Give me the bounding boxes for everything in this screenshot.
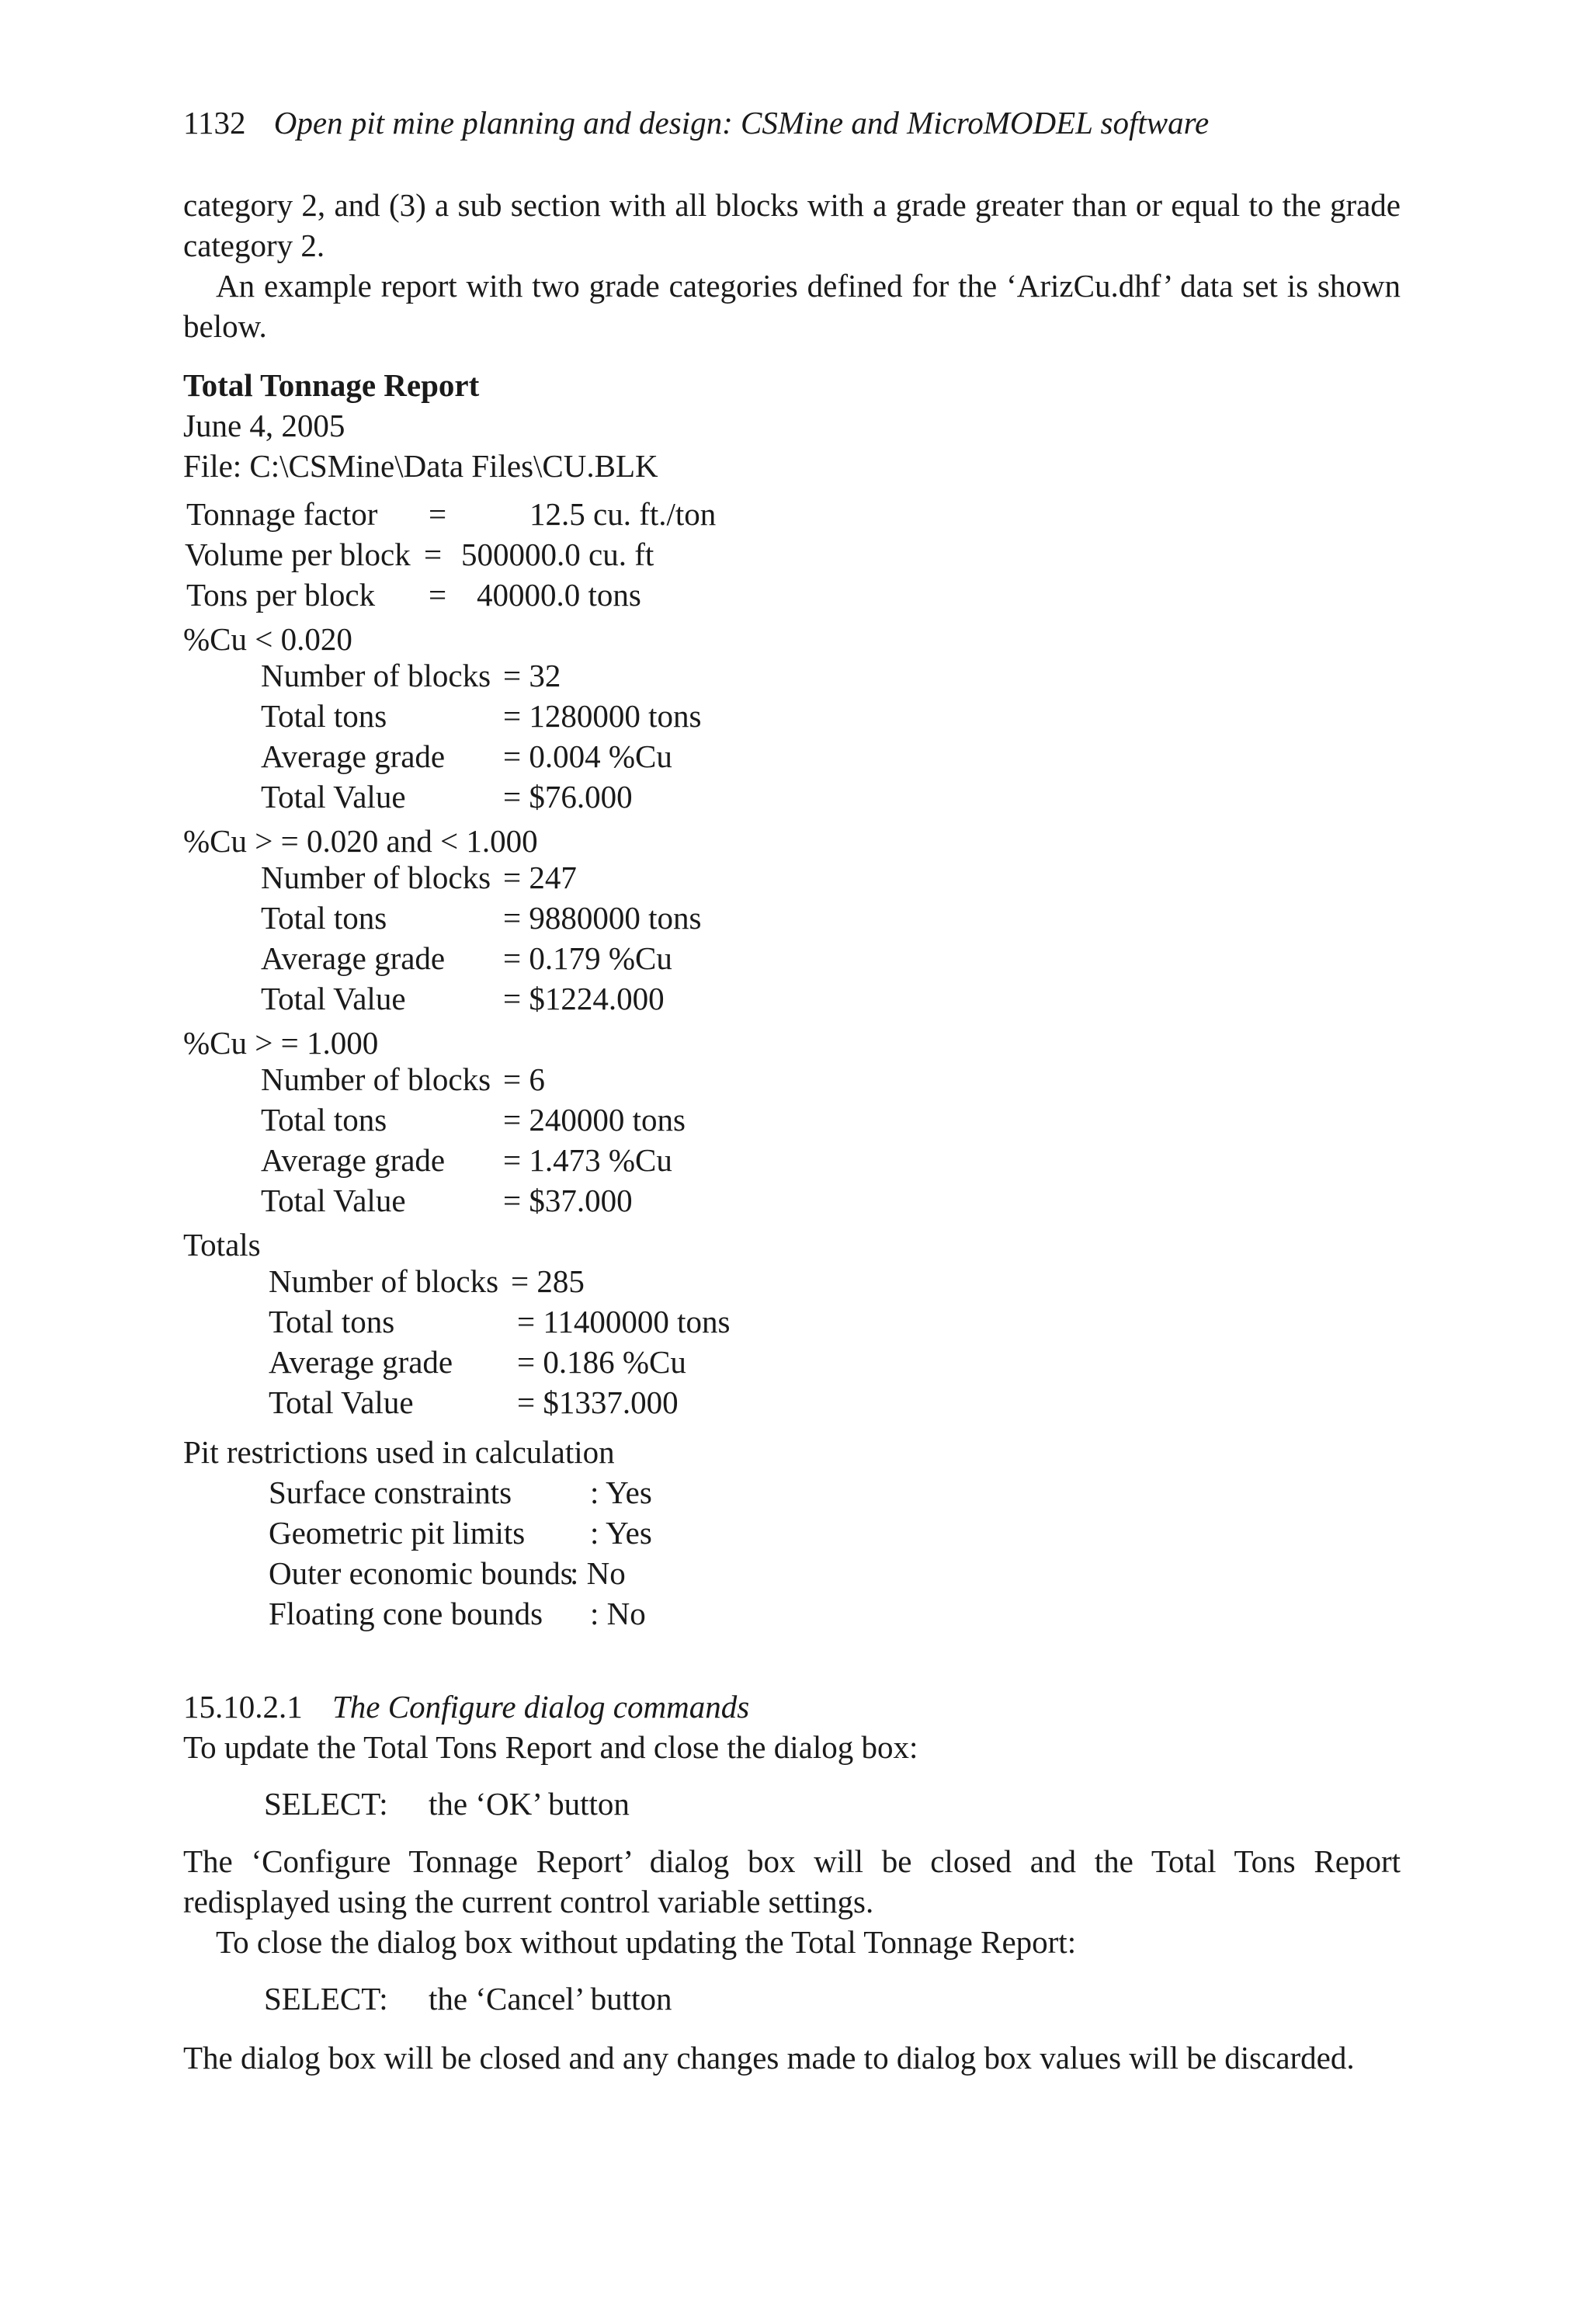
- line-label: Total tons: [261, 698, 387, 734]
- totals-line: [183, 1382, 679, 1423]
- line-label: Average grade: [261, 738, 446, 774]
- restriction-line: [183, 1472, 658, 1513]
- restriction-line: [183, 1553, 658, 1593]
- line-label: Number of blocks: [261, 860, 491, 895]
- factor-value: 12.5 cu. ft./ton: [529, 496, 717, 532]
- line-label: Total tons: [261, 900, 387, 936]
- intro-paragraph-2: An example report with two grade categories defined for the ‘ArizCu.dhf’ data set is shown below.: [183, 268, 1401, 344]
- restriction-line: [183, 1593, 658, 1634]
- tonnage-report: [183, 365, 731, 1634]
- line-label: Total tons: [269, 1304, 395, 1339]
- line-label: Floating cone bounds: [269, 1596, 543, 1631]
- line-value: = $1337.000: [517, 1384, 679, 1420]
- section-heading: [183, 1687, 749, 1727]
- totals-heading: Totals: [183, 1227, 261, 1263]
- section-paragraph-3: To close the dialog box without updating the Total Tonnage Report:: [216, 1924, 1077, 1960]
- factor-value: 40000.0 tons: [477, 577, 641, 613]
- factor-eq: =: [429, 577, 447, 613]
- category-line: [183, 696, 702, 736]
- line-label: Total Value: [261, 779, 406, 815]
- line-label: Number of blocks: [269, 1263, 499, 1299]
- totals-line: [183, 1342, 686, 1382]
- category-line: [183, 1180, 658, 1221]
- running-head: [183, 102, 1209, 143]
- line-label: Total tons: [261, 1102, 387, 1138]
- line-value: = 0.179 %Cu: [503, 940, 672, 976]
- section-paragraph-1: To update the Total Tons Report and close the dialog box:: [183, 1729, 918, 1765]
- category-line: [183, 978, 665, 1019]
- line-label: Average grade: [261, 1142, 446, 1178]
- line-label: Outer economic bounds: [269, 1555, 573, 1591]
- line-label: Geometric pit limits: [269, 1515, 526, 1551]
- line-value: : Yes: [590, 1475, 652, 1510]
- section-paragraph-2: The ‘Configure Tonnage Report’ dialog box will be closed and the Total Tons Report redisplayed using the current control variable settings.: [183, 1843, 1401, 1919]
- factor-label: Volume per block: [185, 537, 411, 572]
- line-label: Number of blocks: [261, 658, 491, 693]
- restriction-line: [183, 1513, 658, 1553]
- line-value: : No: [590, 1596, 646, 1631]
- select-cancel-command: [264, 1978, 672, 2019]
- select-target: the ‘Cancel’ button: [429, 1981, 672, 2017]
- category-heading: %Cu > = 0.020 and < 1.000: [183, 823, 538, 859]
- factor-eq: =: [424, 537, 443, 572]
- category-line: [183, 1140, 672, 1180]
- line-value: = 285: [511, 1263, 585, 1299]
- totals-line: [183, 1261, 658, 1301]
- category-heading: %Cu > = 1.000: [183, 1025, 379, 1061]
- line-value: = 6: [503, 1061, 545, 1097]
- category-line: [183, 1059, 658, 1099]
- line-label: Number of blocks: [261, 1061, 491, 1097]
- factor-eq: =: [429, 496, 447, 532]
- factor-row: [183, 534, 658, 575]
- category-line: [183, 776, 658, 817]
- line-label: Total Value: [269, 1384, 414, 1420]
- category-line: [183, 898, 702, 938]
- factor-label: Tons per block: [186, 577, 376, 613]
- section-title: The Configure dialog commands: [332, 1689, 750, 1725]
- running-title: Open pit mine planning and design: CSMine and MicroMODEL software: [273, 105, 1210, 141]
- intro-paragraph-1: category 2, and (3) a sub section with all blocks with a grade greater than or equal to the grade category 2.: [183, 187, 1401, 263]
- factor-label: Tonnage factor: [186, 496, 378, 532]
- category-line: [183, 655, 658, 696]
- category-line: [183, 1099, 686, 1140]
- category-heading: %Cu < 0.020: [183, 621, 352, 657]
- line-label: Average grade: [261, 940, 446, 976]
- line-label: Total Value: [261, 1183, 406, 1218]
- factor-value: 500000.0 cu. ft: [461, 537, 654, 572]
- section-body: [183, 1841, 1401, 1962]
- line-value: = 32: [503, 658, 561, 693]
- totals-line: [183, 1301, 731, 1342]
- report-file: File: C:\CSMine\Data Files\CU.BLK: [183, 448, 658, 484]
- factor-row: [183, 575, 658, 615]
- category-line: [183, 736, 672, 776]
- line-value: = 0.186 %Cu: [517, 1344, 686, 1380]
- line-value: = 9880000 tons: [503, 900, 702, 936]
- report-title: Total Tonnage Report: [183, 367, 480, 403]
- page-number: 1132: [183, 105, 246, 141]
- restrictions-heading: Pit restrictions used in calculation: [183, 1434, 615, 1470]
- line-label: Average grade: [269, 1344, 453, 1380]
- line-value: = 0.004 %Cu: [503, 738, 672, 774]
- line-value: = 247: [503, 860, 577, 895]
- line-label: Surface constraints: [269, 1475, 512, 1510]
- select-target: the ‘OK’ button: [429, 1786, 630, 1822]
- line-value: = $1224.000: [503, 981, 665, 1016]
- line-value: = 240000 tons: [503, 1102, 686, 1138]
- line-value: = 11400000 tons: [517, 1304, 731, 1339]
- line-value: = 1280000 tons: [503, 698, 702, 734]
- report-date: June 4, 2005: [183, 408, 345, 443]
- select-keyword: SELECT:: [264, 1981, 388, 2017]
- section-number: 15.10.2.1: [183, 1689, 303, 1725]
- line-value: = 1.473 %Cu: [503, 1142, 672, 1178]
- select-keyword: SELECT:: [264, 1786, 388, 1822]
- category-line: [183, 857, 658, 898]
- section-paragraph-4: The dialog box will be closed and any changes made to dialog box values will be discarded.: [183, 2040, 1355, 2076]
- line-value: = $37.000: [503, 1183, 633, 1218]
- line-value: : No: [570, 1555, 626, 1591]
- line-value: = $76.000: [503, 779, 633, 815]
- line-value: : Yes: [590, 1515, 652, 1551]
- intro-text: [183, 185, 1401, 346]
- line-label: Total Value: [261, 981, 406, 1016]
- select-ok-command: [264, 1784, 630, 1824]
- factor-row: [183, 494, 717, 534]
- category-line: [183, 938, 672, 978]
